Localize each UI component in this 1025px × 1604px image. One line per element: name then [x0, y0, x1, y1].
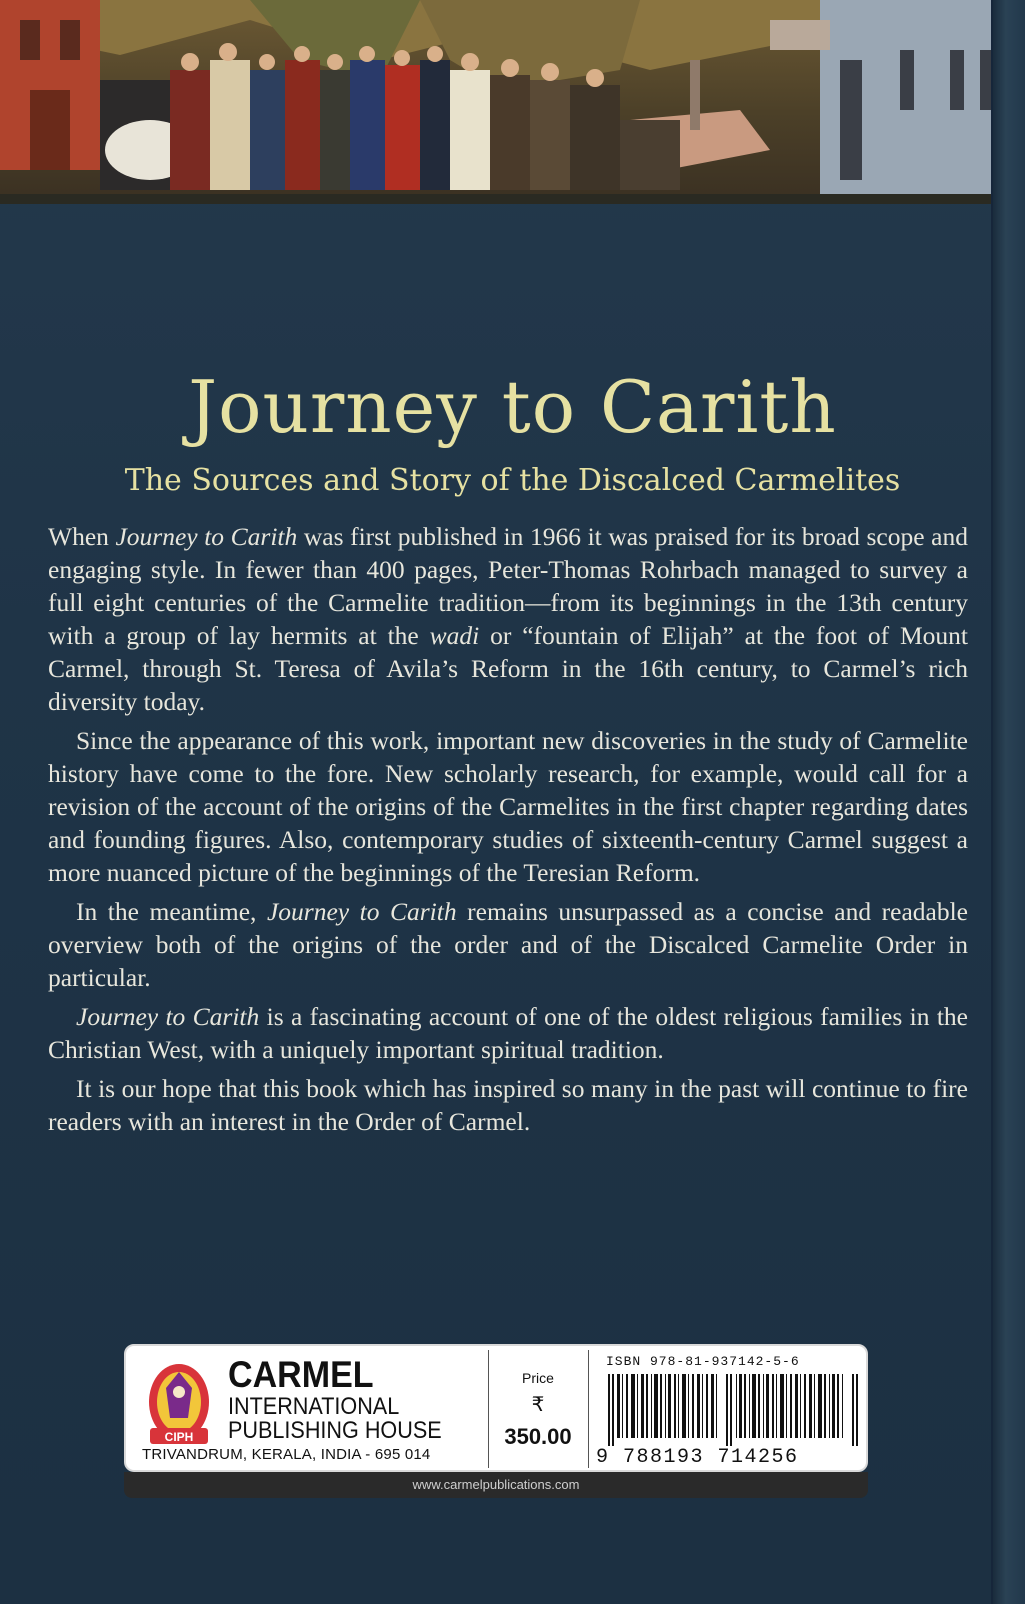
publisher-logo-icon [144, 1358, 214, 1454]
blurb-paragraph-4: Journey to Carith is a fascinating account of one of the oldest religious families in the Christian West, with a uniquely important spiritual tradition. [48, 1002, 968, 1064]
publisher-name-line1: CARMEL [228, 1354, 374, 1395]
divider [588, 1350, 589, 1468]
blurb-paragraph-5: It is our hope that this book which has inspired so many in the past will continue to fire readers with an interest in the Order of Carmel. [48, 1074, 968, 1136]
publisher-address: TRIVANDRUM, KERALA, INDIA - 695 014 [142, 1446, 431, 1463]
cover-painting [0, 0, 1025, 204]
blurb-paragraph-3: In the meantime, Journey to Carith remains unsurpassed as a concise and readable overview both of the origins of the order and of the Discalced Carmelite Order in particular. [48, 897, 968, 992]
spine-edge [991, 0, 1025, 1604]
price-value: 350.00 [504, 1424, 572, 1449]
barcode-digits: 9 788193 714256 [596, 1446, 799, 1469]
publisher-name-line3: PUBLISHING HOUSE [228, 1417, 442, 1444]
price-label: Price [522, 1370, 554, 1386]
barcode-icon [608, 1374, 858, 1446]
isbn-label: ISBN 978-81-937142-5-6 [606, 1354, 800, 1369]
publisher-logo-text: CIPH [164, 1430, 194, 1444]
blurb-paragraph-2: Since the appearance of this work, important new discoveries in the study of Carmelite history have come to the fore. New scholarly research, for example, would call for a revision of the account of the origins of the Carmelites in the first chapter regarding dates and founding figures. Also, contemporary studies of sixteenth-century Carmel suggest a more nuanced picture of the beginnings of the Teresian Reform. [48, 726, 968, 887]
book-title: Journey to Carith [188, 365, 837, 449]
blurb [48, 520, 968, 1144]
website-strip [124, 1472, 868, 1498]
publisher-box [124, 1344, 868, 1472]
website-text: www.carmelpublications.com [412, 1477, 580, 1492]
rupee-icon: ₹ [531, 1392, 545, 1416]
book-subtitle: The Sources and Story of the Discalced Carmelites [124, 463, 901, 498]
publisher-name-line2: INTERNATIONAL [228, 1393, 400, 1420]
blurb-paragraph-1: When Journey to Carith was first published in 1966 it was praised for its broad scope and engaging style. In fewer than 400 pages, Peter-Thomas Rohrbach managed to survey a full eight centuries of the Carmelite tradition—from its beginnings in the 13th century with a group of lay hermits at the wadi or “fountain of Elijah” at the foot of Mount Carmel, through St. Teresa of Avila’s Reform in the 16th century, to Carmel’s rich diversity today. [48, 522, 968, 716]
